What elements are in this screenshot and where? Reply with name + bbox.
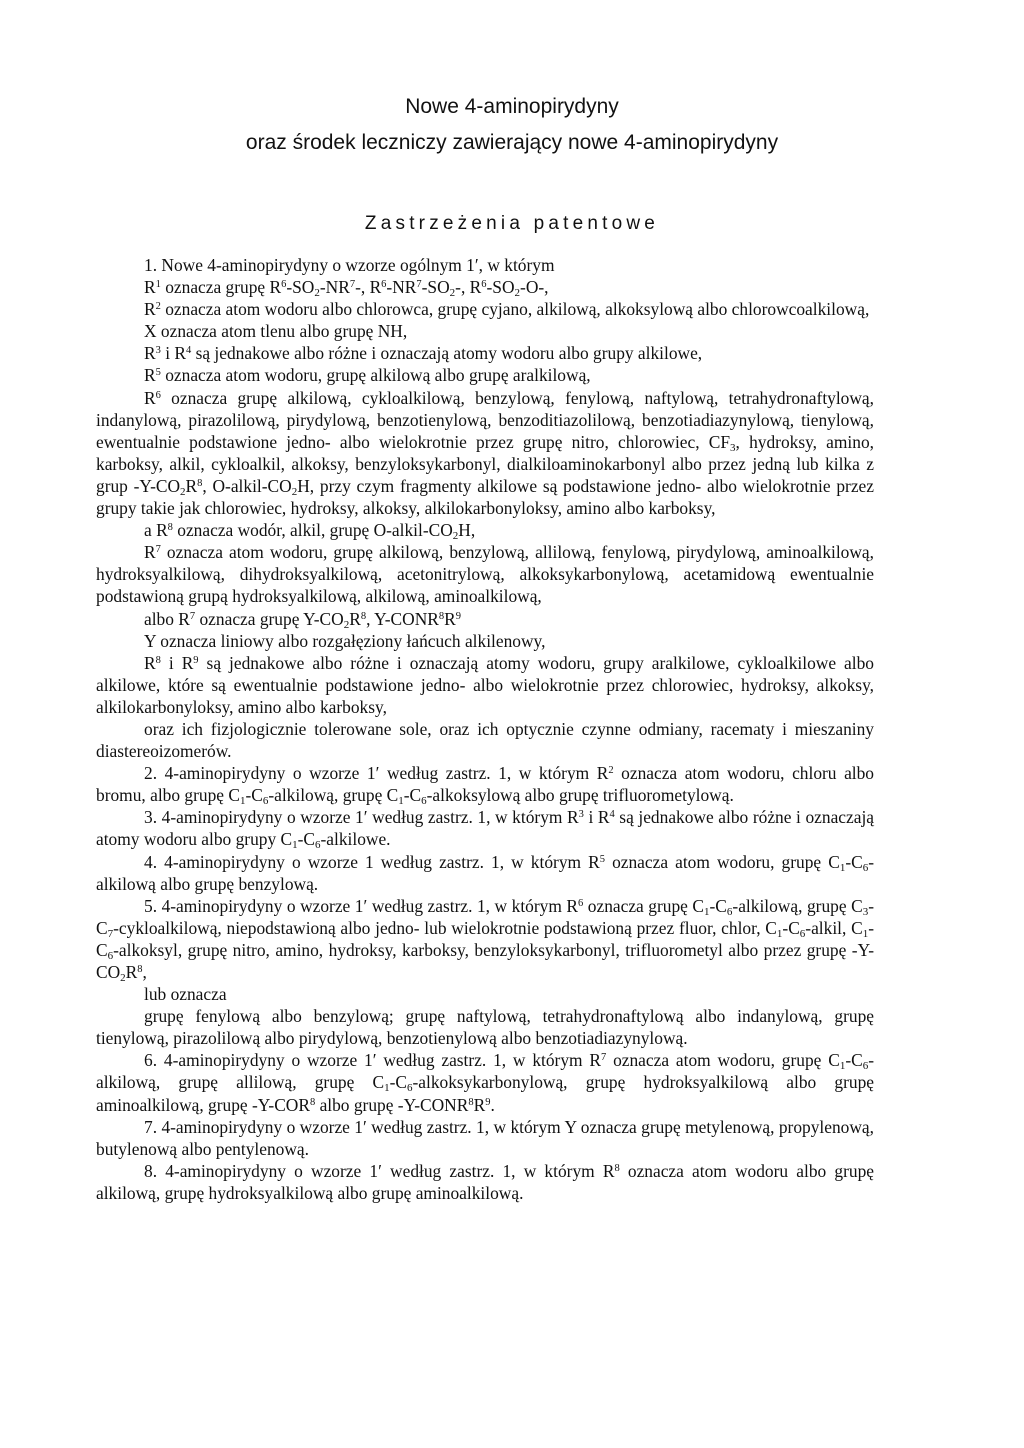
claim-paragraph: $R^7$ oznacza atom wodoru, grupę alkilową, benzylową, allilową, fenylową, pirydylową, aminoalkilową, hydroksyalkilową, dihydroksyalkilową, acetonitrylową, alkoksykarbonylową, acetamidową ewentualnie podstawioną grupą hydroksyalkilową, alkilową, aminoalkilową, [96, 542, 874, 607]
claim-paragraph: 6. 4-aminopirydyny o wzorze 1′ według zastrz. 1, w którym $R^7$ oznacza atom wodoru, grupę $C_1-C_6$-alkilową, grupę allilową, grupę $C_1-C_6$-alkoksykarbonylową, grupę hydroksyalkilową albo grupę aminoalkilową, grupę -Y-COR$^8$ albo grupę $-Y-CONR^8R^9$. [96, 1050, 875, 1115]
claim-paragraph: a $R^8$ oznacza wodór, alkil, grupę $O-alkil-CO_2H$, [144, 520, 476, 543]
claim-paragraph: $R^6$ oznacza grupę alkilową, cykloalkilową, benzylową, fenylową, naftylową, tetrahydronaftylową, indanylową, pirazolilową, pirydylową, benzotienylową, benzoditiazolilową, benzotiadiazynylową, tienylową, ewentualnie podstawione jedno- albo wielokrotnie przez grupę nitro, chlorowiec, $CF_3$, hydroksy, amino, karboksy, alkil, cykloalkil, alkoksy, benzyloksykarbonyl, dialkiloaminokarbonyl albo przez jedną lub kilka z grup $-Y-CO_2R^8$, $O-alkil-CO_2H$, przy czym fragmenty alkilowe są podstawione jedno- albo wielokrotnie przez grupy takie jak chlorowiec, hydroksy, alkoksy, alkilokarbonyloksy, amino albo karboksy, [96, 387, 875, 519]
claim-paragraph: Y oznacza liniowy albo rozgałęziony łańcuch alkilenowy, [144, 630, 546, 651]
claim-paragraph: lub oznacza [144, 984, 227, 1005]
claim-paragraph: 5. 4-aminopirydyny o wzorze 1′ według zastrz. 1, w którym $R^6$ oznacza grupę $C_1-C_6$-alkilową, grupę $C_3-C_7$-cykloalkilową, niepodstawioną albo jedno- lub wielokrotnie podstawioną przez fluor, chlor, $C_1-C_6$-alkil, $C_1-C_6$-alkoksyl, grupę nitro, amino, hydroksy, karboksy, benzyloksykarbonyl, trifluorometyl albo przez grupę $-Y-CO_2R^8$, [96, 895, 874, 984]
claim-paragraph: 1. Nowe 4-aminopirydyny o wzorze ogólnym 1′, w którym [144, 255, 555, 275]
document-title-line-2: oraz środek leczniczy zawierający nowe 4-aminopirydyny [245, 131, 779, 154]
claim-paragraph: 2. 4-aminopirydyny o wzorze 1′ według zastrz. 1, w którym $R^2$ oznacza atom wodoru, chloru albo bromu, albo grupę $C_1-C_6$-alkilową, grupę $C_1-C_6$-alkoksylową albo grupę trifluorometylową. [96, 763, 875, 808]
claim-paragraph: 4. 4-aminopirydyny o wzorze 1 według zastrz. 1, w którym $R^5$ oznacza atom wodoru, grupę $C_1-C_6$-alkilową albo grupę benzylową. [96, 851, 875, 894]
claim-paragraph: 7. 4-aminopirydyny o wzorze 1′ według zastrz. 1, w którym Y oznacza grupę metylenową, propylenową, butylenową albo pentylenową. [96, 1116, 874, 1159]
claim-paragraph: $R^5$ oznacza atom wodoru, grupę alkilową albo grupę aralkilową, [144, 365, 591, 386]
claim-paragraph: oraz ich fizjologicznie tolerowane sole, oraz ich optycznie czynne odmiany, racematy i mieszaniny diastereoizomerów. [96, 718, 874, 762]
claim-paragraph: grupę fenylową albo benzylową; grupę naftylową, tetrahydronaftylową albo indanylową, grupę tienylową, pirazolilową albo pirydylową, benzotienylową albo benzotiadiazynylową. [96, 1006, 874, 1049]
document-title-line-1: Nowe 4-aminopirydyny [405, 95, 619, 118]
claim-paragraph: $R^3$ i $R^4$ są jednakowe albo różne i oznaczają atomy wodoru albo grupy alkilowe, [144, 343, 703, 364]
claim-paragraph: X oznacza atom tlenu albo grupę NH, [144, 321, 408, 342]
claim-paragraph: $R^1$ oznacza grupę $R^6-SO_2-NR^7-$, $R^6-NR^7-SO_2-$, $R^6-SO_2-O-$, [144, 277, 549, 300]
section-heading: Zastrzeżenia patentowe [364, 213, 660, 234]
claim-paragraph: $R^2$ oznacza atom wodoru albo chlorowca, grupę cyjano, alkilową, alkoksylową albo chlorowcoalkilową, [144, 299, 870, 320]
claim-paragraph: $R^8$ i $R^9$ są jednakowe albo różne i oznaczają atomy wodoru, grupy aralkilowe, cykloalkilowe albo alkilowe, które są ewentualnie podstawione jedno- albo wielokrotnie przez chlorowiec, hydroksy, alkoksy, alkilokarbonyloksy, amino albo karboksy, [96, 652, 874, 717]
claim-paragraph: albo $R^7$ oznacza grupę $Y-CO_2R^8$, $Y-CONR^8R^9$ [144, 608, 461, 631]
claims-body [96, 254, 874, 1204]
claim-paragraph: 8. 4-aminopirydyny o wzorze 1′ według zastrz. 1, w którym $R^8$ oznacza atom wodoru albo grupę alkilową, grupę hydroksyalkilową albo grupę aminoalkilową. [96, 1160, 874, 1203]
claim-paragraph: 3. 4-aminopirydyny o wzorze 1′ według zastrz. 1, w którym $R^3$ i $R^4$ są jednakowe albo różne i oznaczają atomy wodoru albo grupy $C_1-C_6$-alkilowe. [96, 807, 874, 852]
